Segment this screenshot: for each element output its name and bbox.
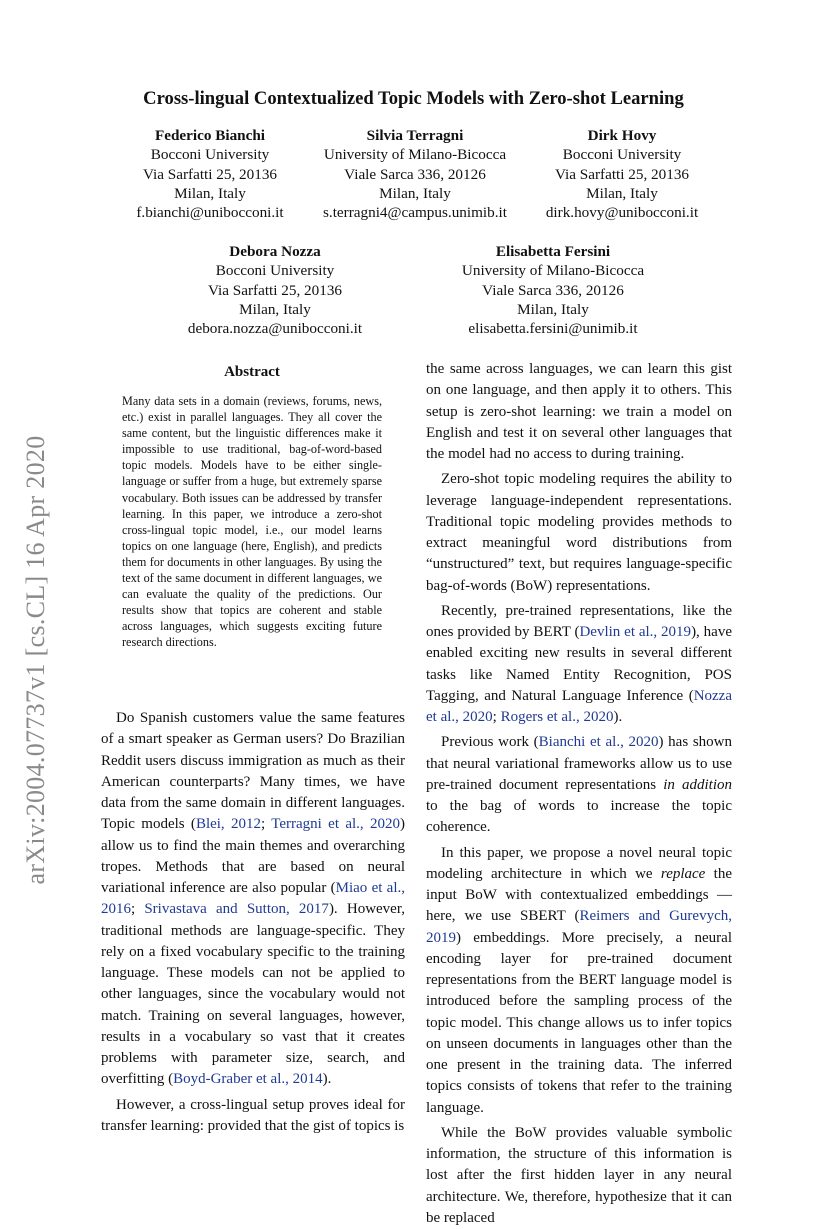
author-city: Milan, Italy	[239, 300, 311, 318]
paragraph: Previous work (Bianchi et al., 2020) has shown that neural variational frameworks allow us to use pre-trained document representations in addition to the bag of words to increase the topic coherence.	[426, 734, 733, 836]
author-affiliation: University of Milano-Bicocca	[461, 262, 645, 280]
paragraph: However, a cross-lingual setup proves ideal for transfer learning: provided that the gist of topics is	[101, 1096, 405, 1134]
author-name: Debora Nozza	[229, 243, 321, 260]
author-street: Via Sarfatti 25, 20136	[554, 165, 690, 183]
author-street: Via Sarfatti 25, 20136	[207, 281, 343, 299]
citation-link[interactable]: Boyd-Graber et al., 2014	[173, 1071, 323, 1088]
paragraph: While the BoW provides valuable symbolic information, the structure of this information is lost after the first hidden layer in any neural architecture. We, therefore, hypothesize that it can be replaced	[426, 1124, 732, 1226]
citation-link[interactable]: Blei, 2012	[195, 816, 262, 833]
author-block	[170, 242, 380, 338]
author-street: Viale Sarca 336, 20126	[482, 281, 624, 299]
author-city: Milan, Italy	[586, 184, 658, 202]
paragraph: Zero-shot topic modeling requires the ability to leverage language-independent representations. Traditional topic modeling provides methods to extract meaningful word distributions from “unstructured” text, but requires language-specific bag-of-words (BoW) representations.	[426, 471, 732, 594]
arxiv-identifier: arXiv:2004.07737v1 [cs.CL] 16 Apr 2020	[21, 435, 50, 885]
abstract-text: Many data sets in a domain (reviews, forums, news, etc.) exist in parallel languages. They all cover the same content, but the linguistic differences make it impossible to use traditional, bag-of-word-based topic models. Models have to be either single-language or suffer from a huge, but extremely sparse vocabulary. Both issues can be addressed by transfer learning. In this paper, we introduce a zero-shot cross-lingual topic model, i.e., our model learns topics on one language (here, English), and predicts them for documents in other languages. By using the text of the same document in different languages, we can evaluate the quality of the predictions. Our results show that topics are coherent and stable across languages, which suggests exciting future research directions.	[122, 394, 382, 650]
right-column	[426, 359, 732, 1229]
author-city: Milan, Italy	[379, 184, 451, 202]
author-block	[532, 126, 712, 222]
left-column	[101, 708, 405, 1137]
author-email[interactable]: debora.nozza@unibocconi.it	[187, 320, 363, 338]
author-name: Dirk Hovy	[587, 127, 657, 144]
author-email[interactable]: elisabetta.fersini@unimib.it	[468, 320, 638, 338]
author-street: Viale Sarca 336, 20126	[344, 165, 486, 183]
paragraph: the same across languages, we can learn this gist on one language, and then apply it to others. This setup is zero-shot learning: we train a model on English and test it on several other languages that the model had no access to during training.	[426, 361, 732, 462]
citation-link[interactable]: Nozza et al., 2020	[426, 687, 732, 725]
citation-link[interactable]: Devlin et al., 2019	[579, 624, 692, 640]
abstract-heading: Abstract	[224, 364, 280, 380]
author-block	[130, 126, 290, 222]
author-affiliation: Bocconi University	[150, 146, 270, 164]
author-affiliation: University of Milano-Bicocca	[323, 146, 507, 164]
author-email[interactable]: dirk.hovy@unibocconi.it	[545, 204, 699, 222]
author-name: Silvia Terragni	[366, 127, 464, 144]
author-name: Federico Bianchi	[154, 127, 266, 144]
paragraph: Recently, pre-trained representations, like the ones provided by BERT (Devlin et al., 2019), have enabled exciting new results in several different tasks like Named Entity Recognition, POS Tagging, and Natural Language Inference (Nozza et al., 2020; Rogers et al., 2020).	[426, 602, 732, 725]
author-affiliation: Bocconi University	[562, 146, 682, 164]
paper-title: Cross-lingual Contextualized Topic Models with Zero-shot Learning	[143, 88, 684, 109]
author-city: Milan, Italy	[517, 300, 589, 318]
author-block	[443, 242, 663, 338]
author-block	[305, 126, 525, 222]
author-name: Elisabetta Fersini	[495, 243, 611, 260]
citation-link[interactable]: Terragni et al., 2020	[271, 816, 401, 833]
citation-link[interactable]: Reimers and Gurevych, 2019	[426, 908, 732, 946]
paragraph: Do Spanish customers value the same features of a smart speaker as German users? Do Brazilian Reddit users discuss immigration as much as their American counterparts? Many times, we have data from the same domain in different languages. Topic models (Blei, 2012; Terragni et al., 2020) allow us to find the main themes and overarching tropes. Methods that are based on neural variational inference are also popular (Miao et al., 2016; Srivastava and Sutton, 2017). However, traditional methods are language-specific. They rely on a fixed vocabulary specific to the training language. These models can not be applied to other languages, since the vocabulary would not match. Training on several languages, however, results in a vocabulary so vast that it creates problems with parameter size, search, and overfitting (Boyd-Graber et al., 2014).	[101, 710, 406, 1088]
author-email[interactable]: f.bianchi@unibocconi.it	[136, 204, 284, 222]
author-affiliation: Bocconi University	[215, 262, 335, 280]
author-city: Milan, Italy	[174, 184, 246, 202]
citation-link[interactable]: Srivastava and Sutton, 2017	[144, 901, 329, 918]
citation-link[interactable]: Bianchi et al., 2020	[538, 734, 659, 751]
citation-link[interactable]: Rogers et al., 2020	[500, 709, 614, 725]
author-email[interactable]: s.terragni4@campus.unimib.it	[323, 204, 507, 222]
paragraph: In this paper, we propose a novel neural topic modeling architecture in which we replace the input BoW with contextualized embeddings — here, we use SBERT (Reimers and Gurevych, 2019) embeddings. More precisely, a neural encoding layer for pre-trained document representations from the BERT language model is introduced before the sampling process of the topic model. This change allows us to infer topics on unseen documents in languages other than the one present in the training data. The inferred topics consists of tokens that refer to the training language.	[426, 844, 732, 1116]
citation-link[interactable]: Miao et al., 2016	[101, 880, 405, 918]
author-street: Via Sarfatti 25, 20136	[142, 165, 278, 183]
